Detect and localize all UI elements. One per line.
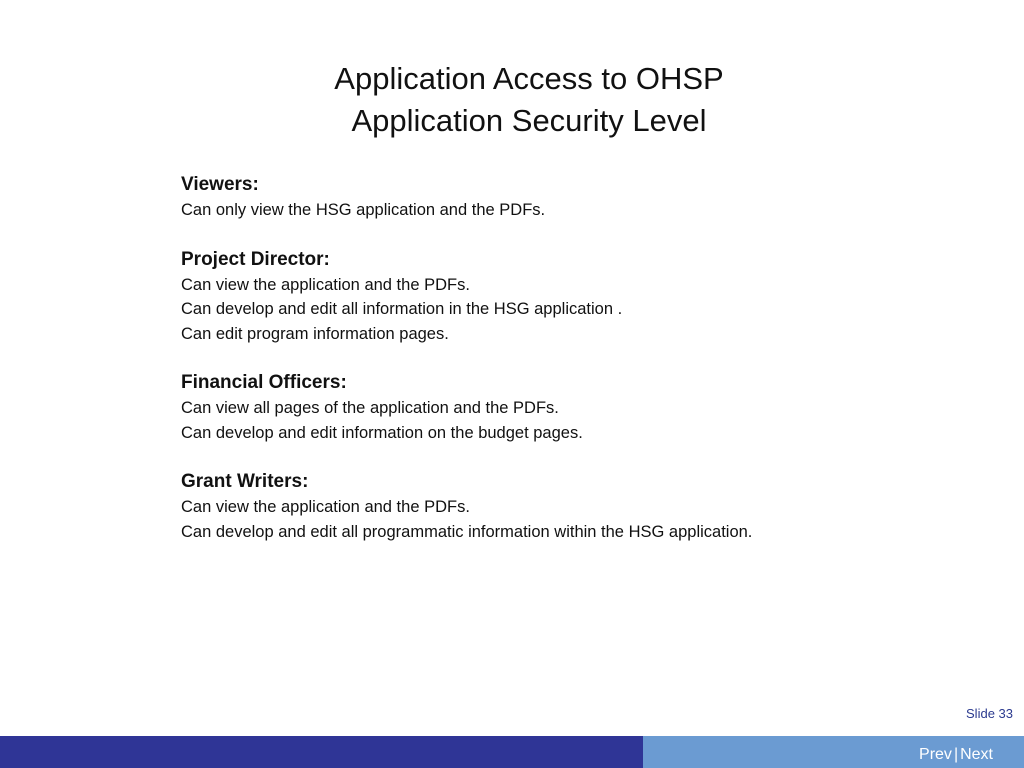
nav-separator: | bbox=[953, 746, 959, 763]
role-description: Can only view the HSG application and the PDFs. bbox=[181, 201, 546, 219]
prev-link[interactable]: Prev bbox=[919, 746, 952, 763]
role-heading: Financial Officers: bbox=[181, 372, 347, 393]
role-viewers bbox=[181, 172, 961, 223]
role-financial-officers bbox=[181, 370, 961, 445]
role-description: Can edit program information pages. bbox=[181, 324, 449, 343]
footer-bar-left bbox=[0, 736, 643, 768]
next-link[interactable]: Next bbox=[960, 746, 993, 763]
roles-list bbox=[181, 172, 961, 568]
slide-title-line-1: Application Access to OHSP bbox=[334, 61, 724, 96]
role-description: Can view the application and the PDFs. bbox=[181, 275, 470, 294]
slide-navigation bbox=[919, 746, 993, 764]
role-description: Can develop and edit all programmatic information within the HSG application. bbox=[181, 522, 753, 541]
slide-title bbox=[0, 58, 1024, 142]
role-description: Can view all pages of the application and the PDFs. bbox=[181, 399, 559, 417]
role-description: Can view the application and the PDFs. bbox=[181, 498, 470, 516]
role-heading: Grant Writers: bbox=[181, 471, 309, 492]
slide-title-line-2: Application Security Level bbox=[351, 103, 707, 138]
slide-number: Slide 33 bbox=[966, 706, 1013, 721]
role-heading: Viewers: bbox=[181, 174, 259, 195]
role-description: Can develop and edit all information in the HSG application . bbox=[181, 300, 623, 318]
role-heading: Project Director: bbox=[181, 248, 330, 270]
footer-bar bbox=[0, 736, 1024, 768]
role-description: Can develop and edit information on the budget pages. bbox=[181, 423, 583, 442]
role-grant-writers bbox=[181, 469, 961, 544]
role-project-director bbox=[181, 247, 961, 347]
footer-bar-right bbox=[643, 736, 1024, 768]
